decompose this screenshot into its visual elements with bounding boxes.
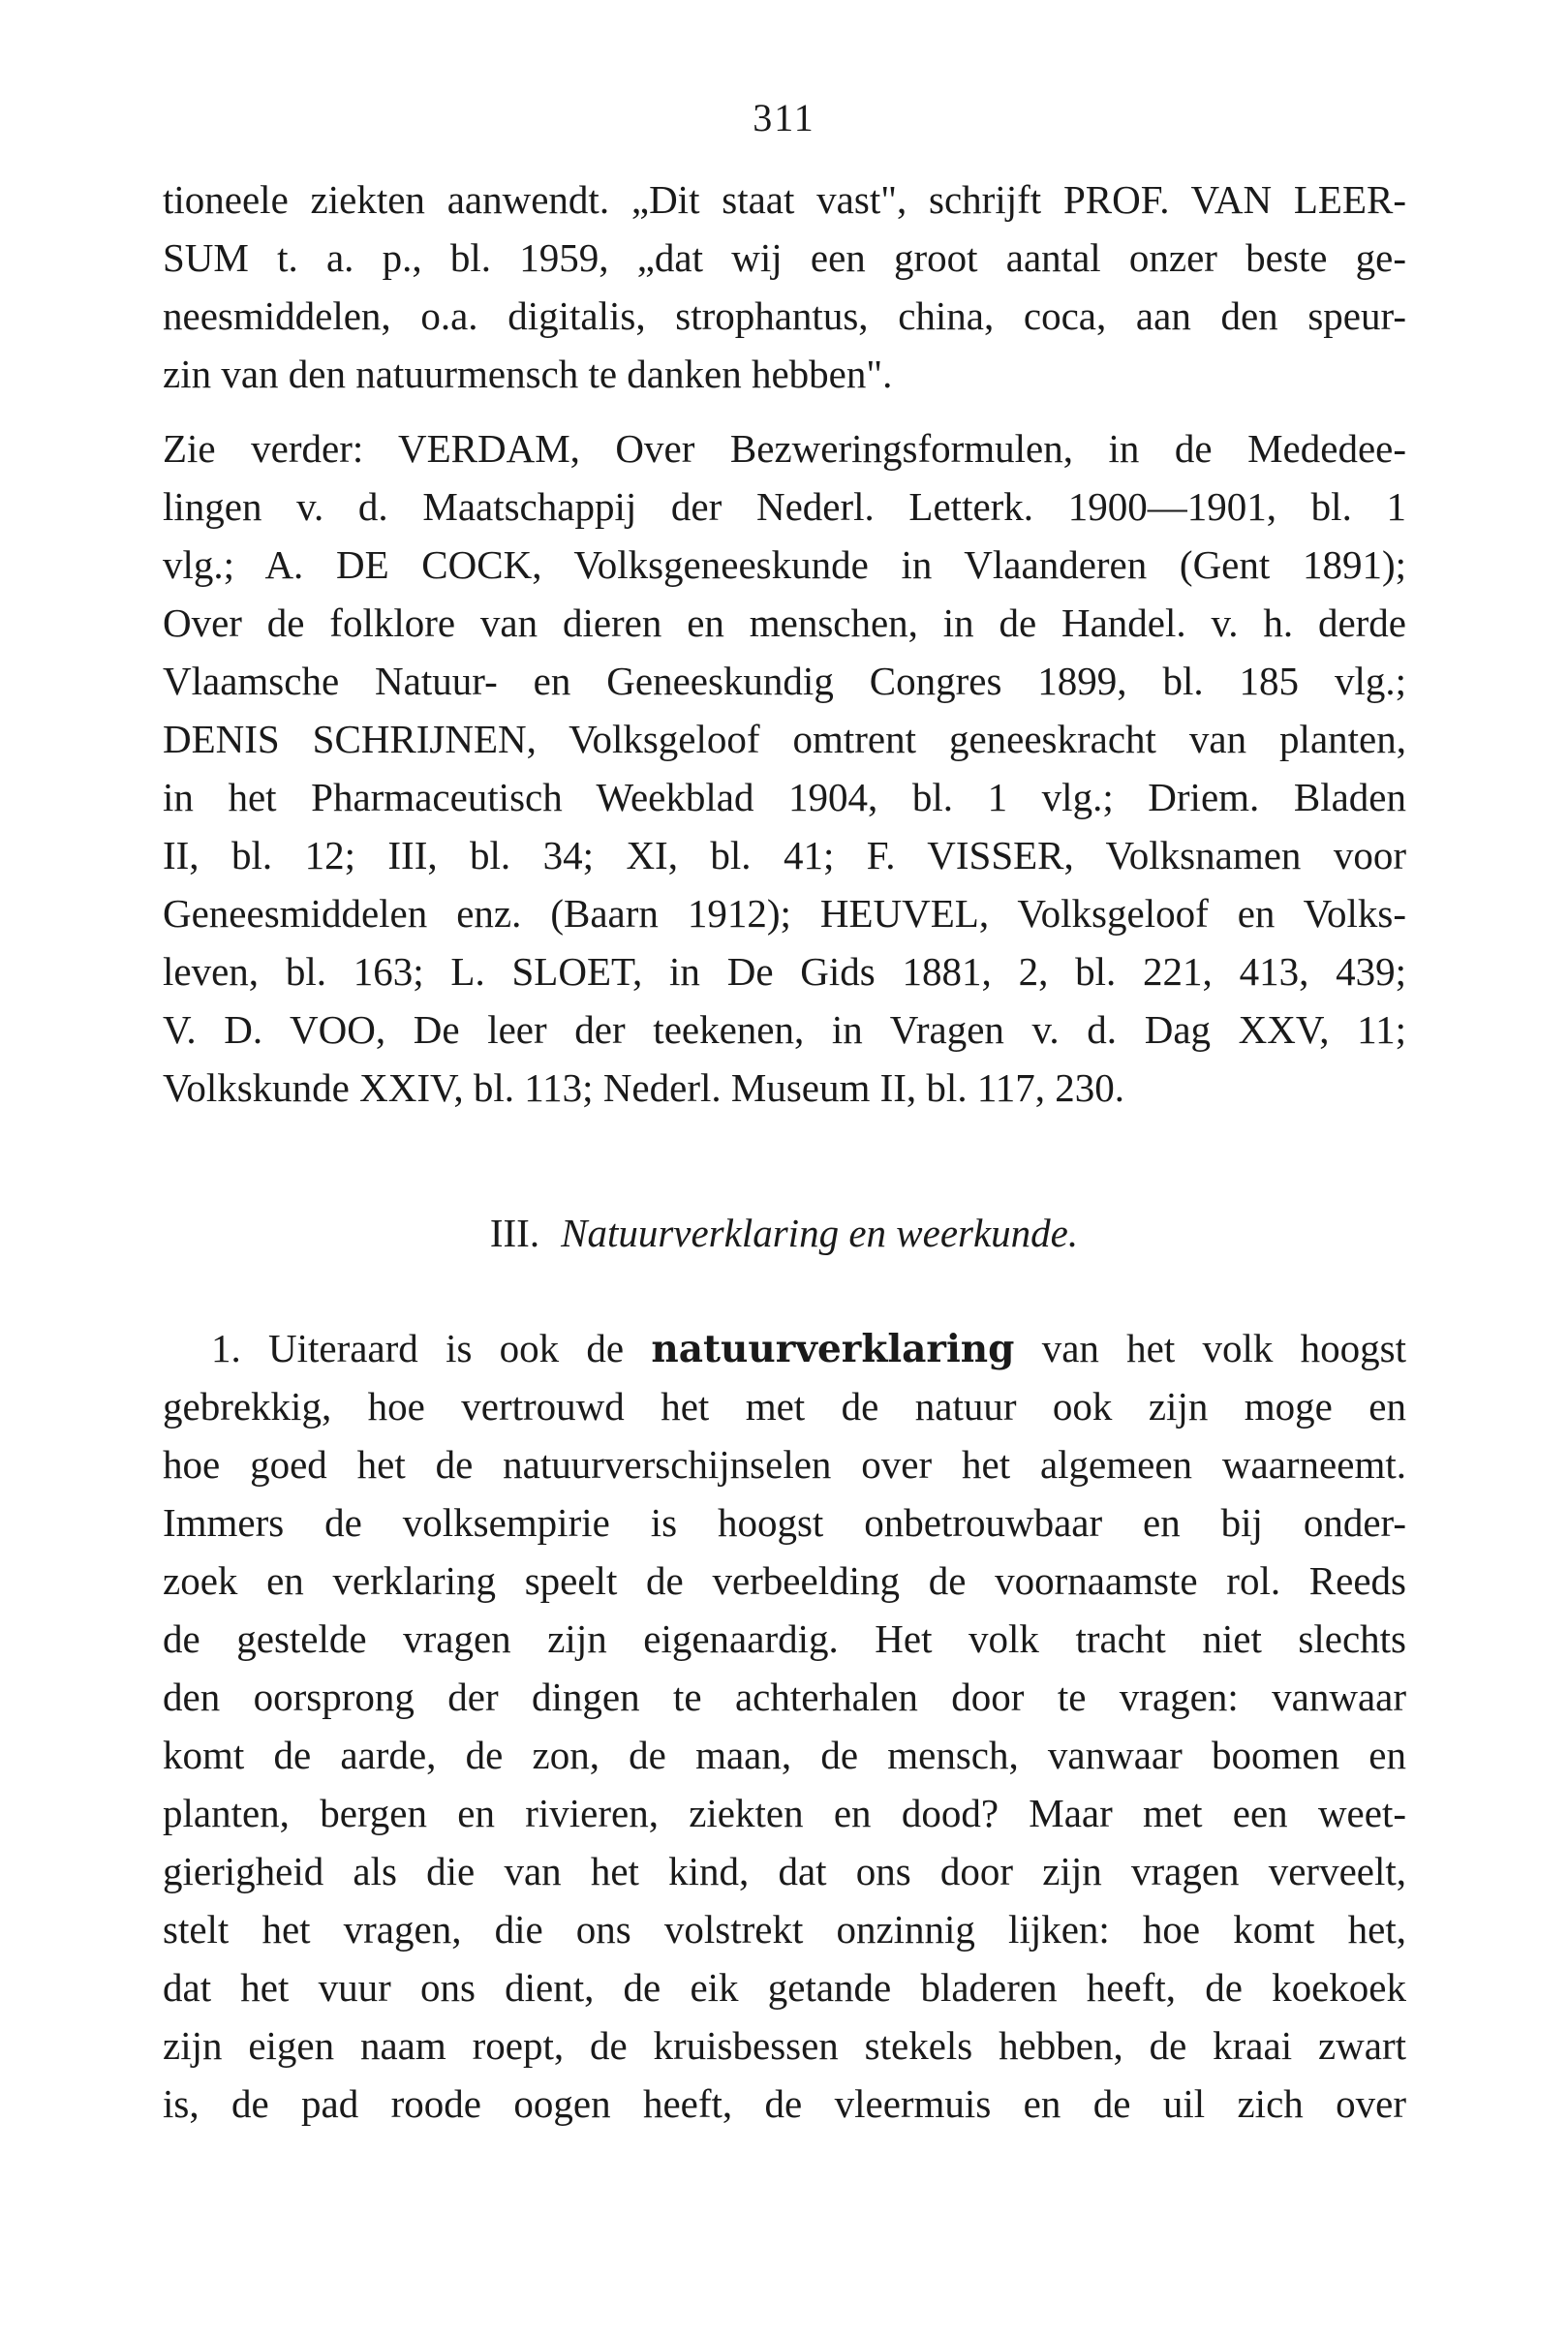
paragraph-references bbox=[163, 419, 1406, 1117]
text-line: hoe goed het de natuurverschijnselen over het algemeen waarneemt. bbox=[163, 1442, 1406, 1487]
text-line: Immers de volksempirie is hoogst onbetrouwbaar en bij onder- bbox=[163, 1500, 1406, 1545]
section-number: III. bbox=[489, 1211, 540, 1255]
text-line: vlg.; A. DE COCK, Volksgeneeskunde in Vlaanderen (Gent 1891); bbox=[163, 542, 1406, 587]
text-line: leven, bl. 163; L. SLOET, in De Gids 1881, 2, bl. 221, 413, 439; bbox=[163, 949, 1406, 994]
text-line: II, bl. 12; III, bl. 34; XI, bl. 41; F. VISSER, Volksnamen voor bbox=[163, 833, 1406, 877]
text-line: lingen v. d. Maatschappij der Nederl. Letterk. 1900—1901, bl. 1 bbox=[163, 484, 1406, 529]
text-line: planten, bergen en rivieren, ziekten en dood? Maar met een weet- bbox=[163, 1791, 1406, 1835]
text-line: SUM t. a. p., bl. 1959, „dat wij een groot aantal onzer beste ge- bbox=[163, 235, 1406, 280]
text-line: Geneesmiddelen enz. (Baarn 1912); HEUVEL, Volksgeloof en Volks- bbox=[163, 891, 1406, 936]
text-line: stelt het vragen, die ons volstrekt onzinnig lijken: hoe komt het, bbox=[163, 1907, 1406, 1952]
text-line: Volkskunde XXIV, bl. 113; Nederl. Museum II, bl. 117, 230. bbox=[163, 1065, 1125, 1110]
text-line: dat het vuur ons dient, de eik getande bladeren heeft, de koekoek bbox=[163, 1965, 1406, 2010]
text-line: Zie verder: VERDAM, Over Bezweringsformulen, in de Mededee- bbox=[163, 426, 1406, 471]
text-line: zin van den natuurmensch te danken hebben". bbox=[163, 352, 893, 396]
text-line: gierigheid als die van het kind, dat ons door zijn vragen verveelt, bbox=[163, 1849, 1406, 1893]
text-line: gebrekkig, hoe vertrouwd het met de natuur ook zijn moge en bbox=[163, 1384, 1406, 1429]
text-line: DENIS SCHRIJNEN, Volksgeloof omtrent geneeskracht van planten, bbox=[163, 717, 1406, 761]
text-line: neesmiddelen, o.a. digitalis, strophantus, china, coca, aan den speur- bbox=[163, 293, 1406, 338]
text-line: is, de pad roode oogen heeft, de vleermuis en de uil zich over bbox=[163, 2081, 1406, 2126]
text-line: den oorsprong der dingen te achterhalen door te vragen: vanwaar bbox=[163, 1675, 1406, 1719]
text-line: zijn eigen naam roept, de kruisbessen stekels hebben, de kraai zwart bbox=[163, 2023, 1406, 2068]
text-line: komt de aarde, de zon, de maan, de mensch, vanwaar boomen en bbox=[163, 1733, 1406, 1777]
bold-term: natuurverklaring bbox=[651, 1327, 1015, 1371]
paragraph-quote bbox=[163, 170, 1406, 403]
section-heading bbox=[0, 1204, 1568, 1262]
text-line: Over de folklore van dieren en menschen, in de Handel. v. h. derde bbox=[163, 600, 1406, 645]
text-line: zoek en verklaring speelt de verbeelding de voornaamste rol. Reeds bbox=[163, 1558, 1406, 1603]
page-number: 311 bbox=[753, 96, 815, 139]
text-line: de gestelde vragen zijn eigenaardig. Het volk tracht niet slechts bbox=[163, 1616, 1406, 1661]
first-line-suffix: van het volk hoogst bbox=[1041, 1326, 1406, 1370]
text-line: Vlaamsche Natuur- en Geneeskundig Congres 1899, bl. 185 vlg.; bbox=[163, 659, 1406, 703]
first-line-prefix: 1. Uiteraard is ook de bbox=[211, 1326, 625, 1370]
paragraph-body bbox=[163, 1319, 1406, 2133]
text-line: in het Pharmaceutisch Weekblad 1904, bl. 1 vlg.; Driem. Bladen bbox=[163, 775, 1406, 819]
text-line: tioneele ziekten aanwendt. „Dit staat vast", schrijft PROF. VAN LEER- bbox=[163, 177, 1406, 222]
section-title: Natuurverklaring en weerkunde. bbox=[561, 1211, 1079, 1255]
text-line: V. D. VOO, De leer der teekenen, in Vragen v. d. Dag XXV, 11; bbox=[163, 1007, 1406, 1052]
text-line-first bbox=[163, 1319, 1406, 1377]
